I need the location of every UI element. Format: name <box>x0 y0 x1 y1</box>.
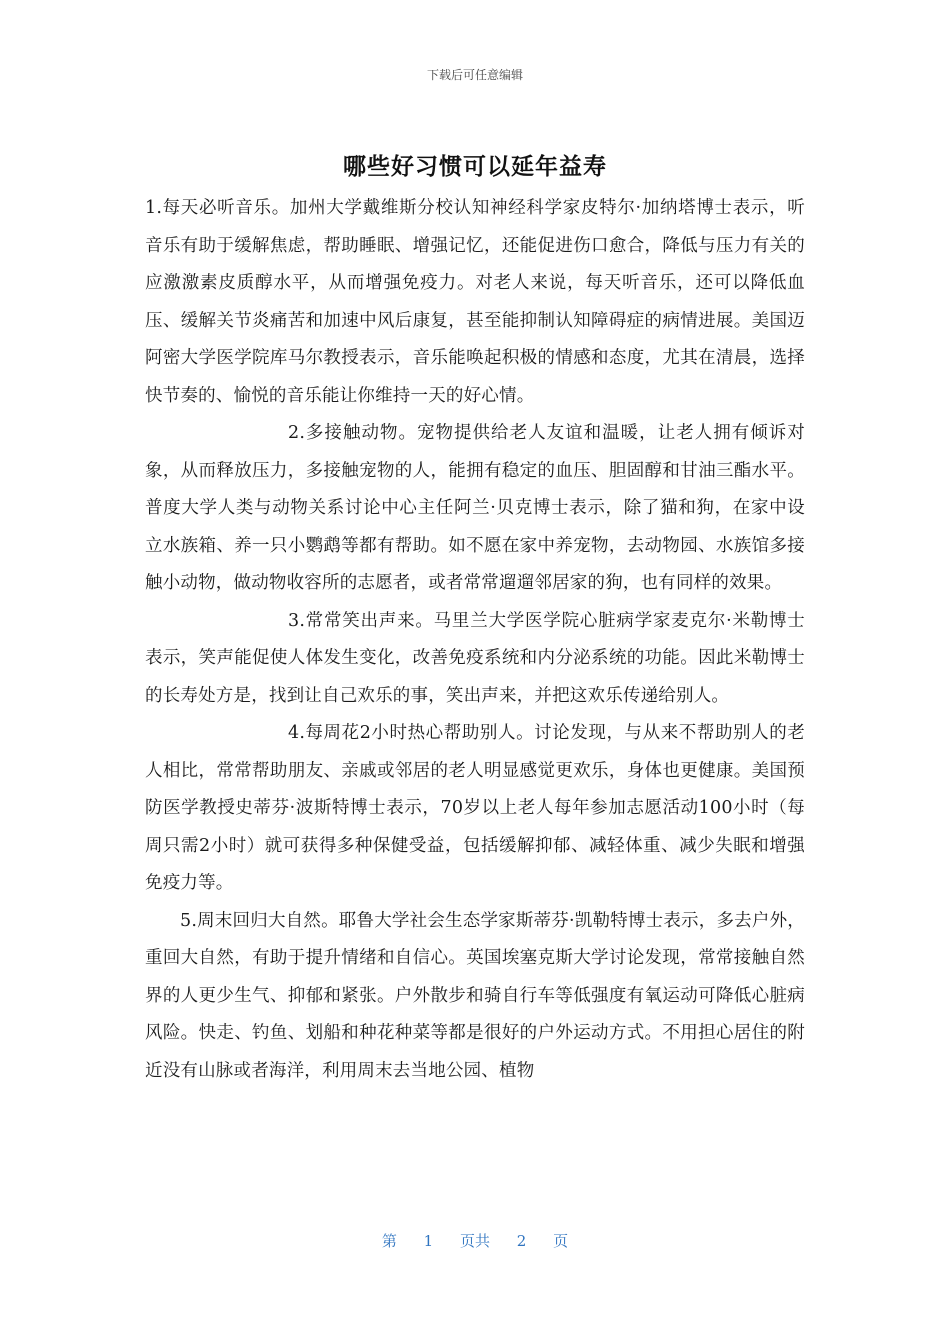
footer-label-end: 页 <box>553 1232 569 1250</box>
page-title: 哪些好习惯可以延年益寿 <box>343 154 607 180</box>
page-footer <box>0 1230 950 1251</box>
paragraph-3-laughter: 3.常常笑出声来。马里兰大学医学院心脏病学家麦克尔·米勒博士表示，笑声能促使人体发生变化，改善免疫系统和内分泌系统的功能。因此米勒博士的长寿处方是，找到让自己欢乐的事，笑出声来，并把这欢乐传递给别人。 <box>145 610 805 706</box>
footer-total-pages: 2 <box>516 1232 527 1250</box>
footer-label-total: 页共 <box>459 1232 490 1250</box>
paragraph-1-music: 1.每天必听音乐。加州大学戴维斯分校认知神经科学家皮特尔·加纳塔博士表示，听音乐有助于缓解焦虑，帮助睡眠、增强记忆，还能促进伤口愈合，降低与压力有关的应激激素皮质醇水平，从而增强免疫力。对老人来说，每天听音乐，还可以降低血压、缓解关节炎痛苦和加速中风后康复，甚至能抑制认知障碍症的病情进展。美国迈阿密大学医学院库马尔教授表示，音乐能唤起积极的情感和态度，尤其在清晨，选择快节奏的、愉悦的音乐能让你维持一天的好心情。 <box>145 198 805 406</box>
document-body <box>145 190 805 1090</box>
paragraph-5-nature: 5.周末回归大自然。耶鲁大学社会生态学家斯蒂芬·凯勒特博士表示，多去户外，重回大自然，有助于提升情绪和自信心。英国埃塞克斯大学讨论发现，常常接触自然界的人更少生气、抑郁和紧张。户外散步和骑自行车等低强度有氧运动可降低心脏病风险。快走、钓鱼、划船和种花种菜等都是很好的户外运动方式。不用担心居住的附近没有山脉或者海洋，利用周末去当地公园、植物 <box>145 910 805 1081</box>
paragraph-4-helping: 4.每周花2小时热心帮助别人。讨论发现，与从来不帮助别人的老人相比，常常帮助朋友、亲戚或邻居的老人明显感觉更欢乐，身体也更健康。美国预防医学教授史蒂芬·波斯特博士表示，70岁以上老人每年参加志愿活动100小时（每周只需2小时）就可获得多种保健受益，包括缓解抑郁、减轻体重、减少失眠和增强免疫力等。 <box>145 723 805 893</box>
page-header: 下载后可任意编辑 <box>426 68 523 82</box>
paragraph-2-animals: 2.多接触动物。宠物提供给老人友谊和温暖，让老人拥有倾诉对象，从而释放压力，多接触宠物的人，能拥有稳定的血压、胆固醇和甘油三酯水平。普度大学人类与动物关系讨论中心主任阿兰·贝克博士表示，除了猫和狗，在家中设立水族箱、养一只小鹦鹉等都有帮助。如不愿在家中养宠物，去动物园、水族馆多接触小动物，做动物收容所的志愿者，或者常常遛遛邻居家的狗，也有同样的效果。 <box>145 423 805 593</box>
footer-current-page: 1 <box>423 1232 434 1250</box>
footer-label-page: 第 <box>381 1232 397 1250</box>
